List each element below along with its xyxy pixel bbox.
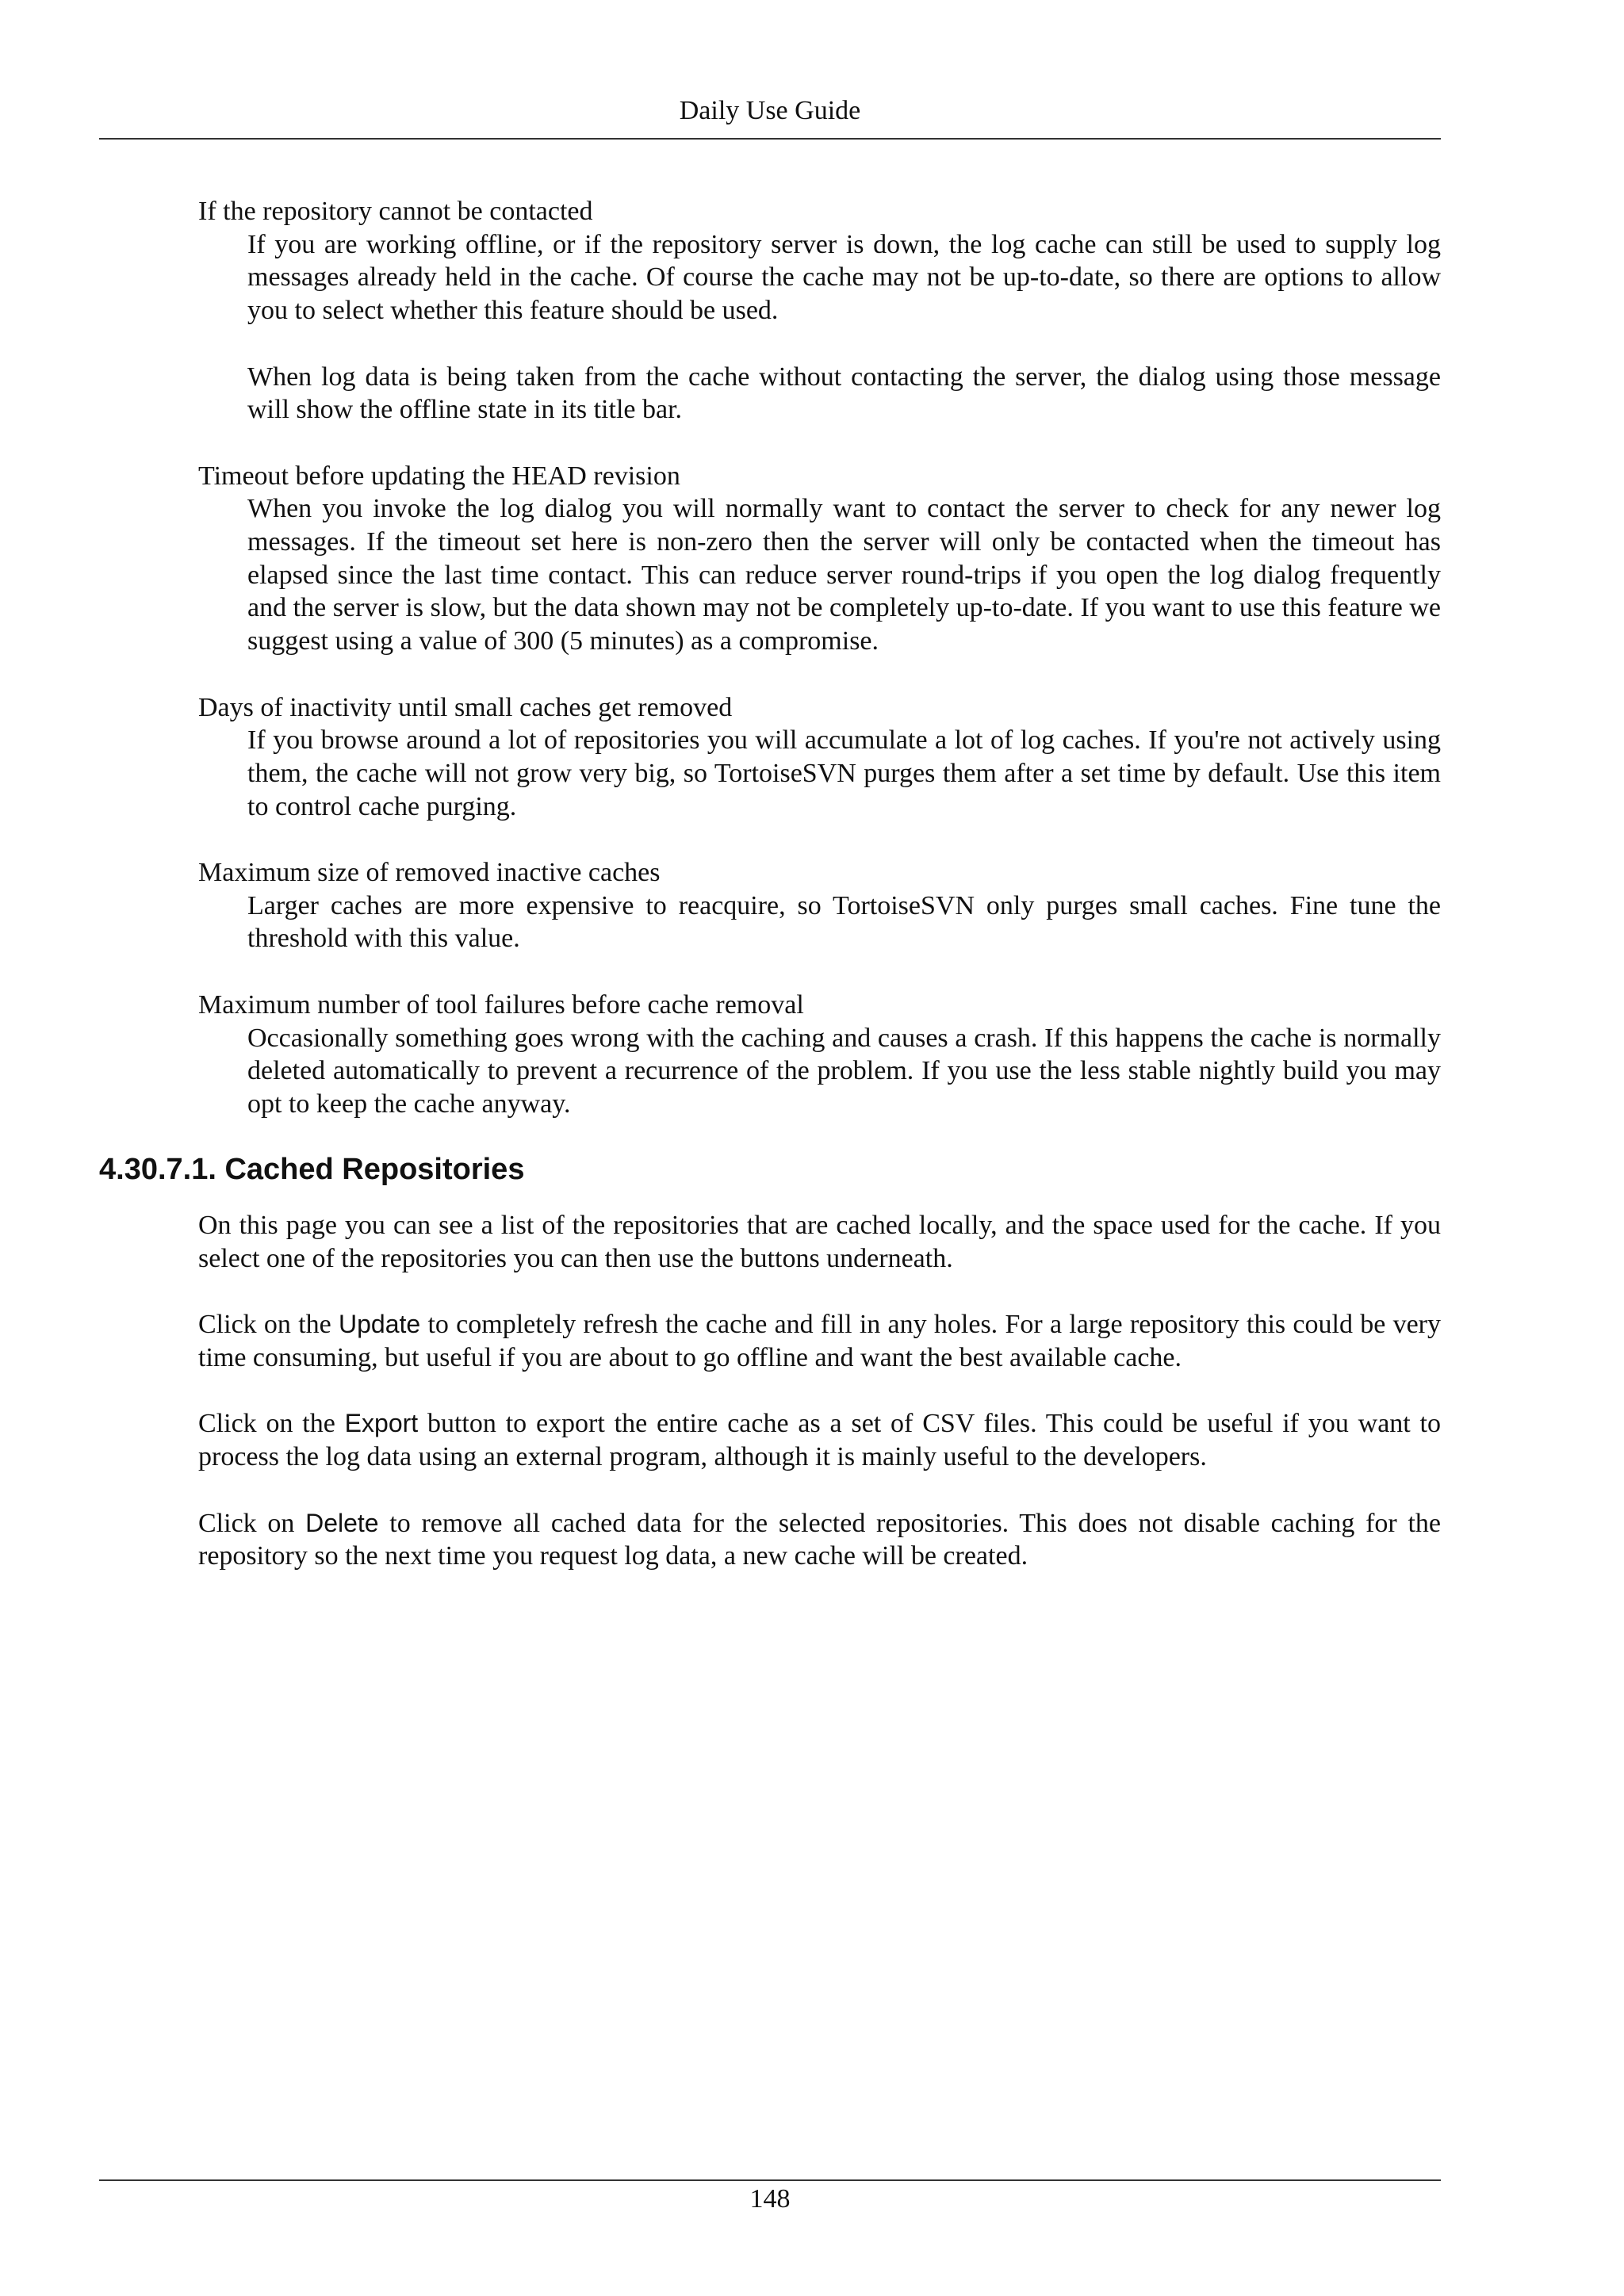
option-paragraph: Larger caches are more expensive to reacquire, so TortoiseSVN only purges small caches. Fine tune the threshold with this value. [247, 890, 1441, 954]
delete-paragraph [198, 1507, 1441, 1573]
settings-option-list [198, 195, 1441, 1121]
section-heading: 4.30.7.1. Cached Repositories [99, 1153, 525, 1187]
page-content [0, 195, 1624, 1606]
option-paragraph: Occasionally something goes wrong with the caching and causes a crash. If this happens the cache is normally deleted automatically to prevent a recurrence of the problem. If you use the less stable nightly build you may opt to keep the cache anyway. [247, 1023, 1441, 1119]
section-body [198, 1209, 1441, 1573]
option-description [247, 890, 1441, 955]
footer-rule [99, 2179, 1441, 2181]
option-description [247, 1022, 1441, 1121]
page-number: 148 [749, 2184, 791, 2214]
export-paragraph [198, 1407, 1441, 1473]
option-description [247, 492, 1441, 658]
running-header: Daily Use Guide [679, 96, 861, 125]
text-run: Click on the [198, 1409, 345, 1439]
update-button-label: Update [339, 1310, 421, 1339]
text-run: to remove all cached data for the selected repositories. This does not disable caching for the repository so the next time you request log data, a new cache will be created. [198, 1508, 1441, 1571]
option-paragraph: When log data is being taken from the cache without contacting the server, the dialog using those message will show the offline state in its title bar. [247, 362, 1441, 425]
option-paragraph: When you invoke the log dialog you will normally want to contact the server to check for any newer log messages. If the timeout set here is non-zero then the server will only be contacted when the timeout has elapsed since the last time contact. This can reduce server round-trips if you open the log dialog frequently and the server is slow, but the data shown may not be completely up-to-date. If you want to use this feature we suggest using a value of 300 (5 minutes) as a compromise. [247, 494, 1441, 656]
option-description [247, 724, 1441, 823]
header-rule [99, 138, 1441, 140]
text-run: button to export the entire cache as a set of CSV files. This could be useful if you want to process the log data using an external program, although it is mainly useful to the developers. [198, 1409, 1442, 1472]
option-paragraph: If you browse around a lot of repositories you will accumulate a lot of log caches. If you're not actively using them, the cache will not grow very big, so TortoiseSVN purges them after a set time by default. Use this item to control cache purging. [247, 725, 1441, 821]
option-term: If the repository cannot be contacted [198, 197, 593, 226]
delete-button-label: Delete [305, 1508, 379, 1537]
option-term: Maximum size of removed inactive caches [198, 858, 661, 887]
option-term: Maximum number of tool failures before cache removal [198, 989, 804, 1020]
text-run: Click on [198, 1508, 306, 1538]
option-description [247, 228, 1441, 427]
update-paragraph [198, 1308, 1441, 1374]
text-run: Click on the [198, 1310, 339, 1340]
option-paragraph: If you are working offline, or if the repository server is down, the log cache can still be used to supply log messages already held in the cache. Of course the cache may not be up-to-date, so there are options to allow you to select whether this feature should be used. [247, 229, 1441, 326]
text-run: to completely refresh the cache and fill in any holes. For a large repository this could be very time consuming, but useful if you are about to go offline and want the best available cache. [198, 1310, 1441, 1373]
option-term: Timeout before updating the HEAD revision [198, 461, 680, 491]
intro-paragraph: On this page you can see a list of the repositories that are cached locally, and the space used for the cache. If you select one of the repositories you can then use the buttons underneath. [198, 1211, 1441, 1273]
export-button-label: Export [344, 1409, 419, 1438]
option-term: Days of inactivity until small caches get removed [198, 692, 733, 722]
